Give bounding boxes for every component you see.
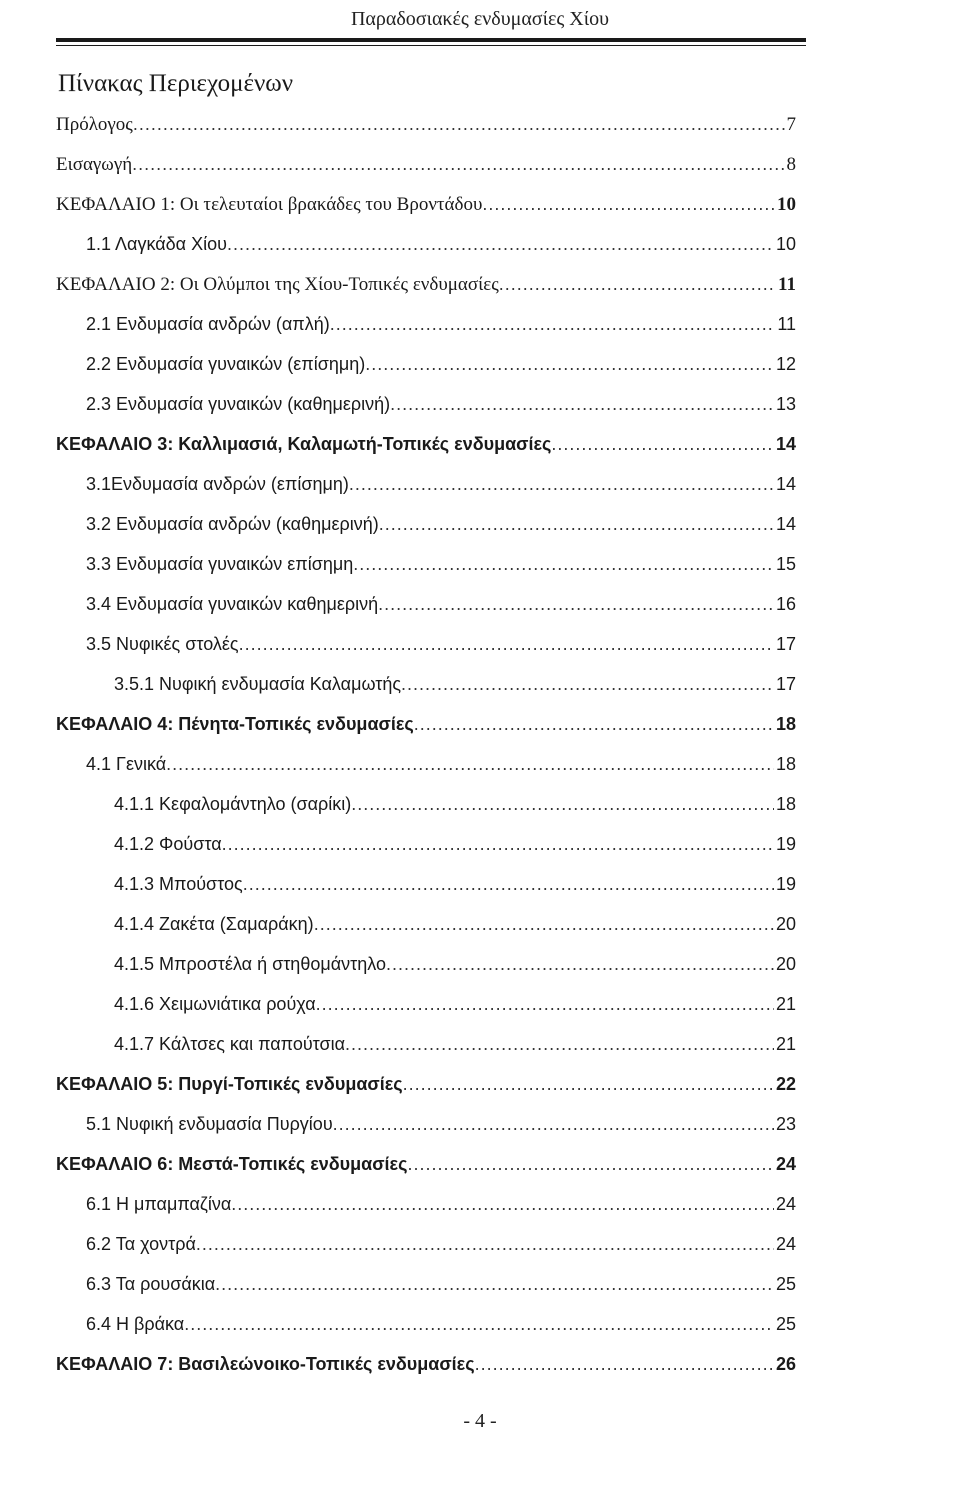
toc-entry-label: ΚΕΦΑΛΑΙΟ 7: Βασιλεώνοικο-Τοπικές ενδυμασίες [56,1354,475,1374]
toc-entry-label: ΚΕΦΑΛΑΙΟ 6: Μεστά-Τοπικές ενδυμασίες [56,1154,408,1174]
dot-leader [314,914,774,935]
toc-entry-label: 3.1Ενδυμασία ανδρών (επίσημη) [86,474,349,494]
toc-entry-label: 4.1.1 Κεφαλομάντηλο (σαρίκι) [114,794,352,814]
toc-entry-page: 10 [775,234,796,254]
toc-entry-label: ΚΕΦΑΛΑΙΟ 2: Οι Ολύμποι της Χίου-Τοπικές ενδυμασίες [56,274,499,295]
toc-entry-chapter[interactable] [56,714,796,754]
toc-entry-page: 19 [775,874,796,894]
toc-entry[interactable] [86,1314,796,1354]
toc-entry[interactable] [86,314,796,354]
page-header-title: Παραδοσιακές ενδυμασίες Χίου [350,8,610,30]
toc-entry-page: 12 [775,354,796,374]
toc-entry-page: 25 [775,1274,796,1294]
toc-entry-chapter[interactable] [56,1354,796,1394]
toc-entry-page: 24 [775,1234,796,1254]
dot-leader [414,714,774,735]
toc-entry-page: 18 [775,794,796,814]
toc-entry-label: 4.1.4 Ζακέτα (Σαμαράκη) [114,914,314,934]
toc-entry[interactable] [114,994,796,1034]
toc-entry[interactable] [86,754,796,794]
toc-entry[interactable] [86,474,796,514]
toc-entry-page: 15 [775,554,796,574]
dot-leader [386,954,774,975]
toc-entry-chapter[interactable] [56,434,796,474]
dot-leader [166,754,774,775]
dot-leader [403,1074,774,1095]
toc-entry[interactable] [114,954,796,994]
dot-leader [551,434,774,455]
toc-entry-page: 14 [775,434,796,454]
toc-entry-page: 14 [775,474,796,494]
toc-entry-page: 16 [775,594,796,614]
toc-entry-label: 2.3 Ενδυμασία γυναικών (καθημερινή) [86,394,391,414]
toc-entry-page: 26 [775,1354,796,1374]
dot-leader [482,194,775,215]
toc-entry-label: ΚΕΦΑΛΑΙΟ 4: Πένητα-Τοπικές ενδυμασίες [56,714,414,734]
dot-leader [239,634,774,655]
toc-entry-label: 4.1.5 Μπροστέλα ή στηθομάντηλο [114,954,386,974]
toc-entry-label: 4.1.2 Φούστα [114,834,222,854]
toc-entry[interactable] [86,1114,796,1154]
toc-entry-chapter[interactable] [56,274,796,314]
toc-entry-label: 6.3 Τα ρουσάκια [86,1274,216,1294]
toc-entry-page: 18 [775,754,796,774]
toc-entry-page: 17 [775,674,796,694]
toc-entry-page: 19 [775,834,796,854]
toc-entry-label: 4.1.3 Μπούστος [114,874,243,894]
toc-entry-label: Πρόλογος [56,114,133,135]
toc-entry-page: 21 [775,1034,796,1054]
toc-entry[interactable] [114,834,796,874]
dot-leader [401,674,774,695]
dot-leader [379,514,774,535]
toc-entry[interactable] [56,154,796,194]
toc-entry-label: 2.1 Ενδυμασία ανδρών (απλή) [86,314,330,334]
page-number: - 4 - [463,1410,497,1432]
toc-entry-label: 6.2 Τα χοντρά [86,1234,196,1254]
toc-entry-page: 20 [775,954,796,974]
toc-entry[interactable] [114,1034,796,1074]
toc-entry[interactable] [114,674,796,714]
dot-leader [243,874,774,895]
toc-entry[interactable] [114,914,796,954]
toc-entry-label: 2.2 Ενδυμασία γυναικών (επίσημη) [86,354,366,374]
toc-entry-page: 10 [777,194,796,215]
header-rule-thin [56,45,806,46]
dot-leader [351,794,774,815]
toc-entry-page: 25 [775,1314,796,1334]
toc-entry[interactable] [86,594,796,634]
dot-leader [316,994,774,1015]
toc-entry[interactable] [86,1234,796,1274]
dot-leader [353,554,774,575]
toc-entry-label: 4.1 Γενικά [86,754,167,774]
toc-entry[interactable] [86,1274,796,1314]
toc-entry-label: 6.1 Η μπαμπαζίνα [86,1194,232,1214]
toc-entry[interactable] [86,354,796,394]
toc-entry[interactable] [86,394,796,434]
toc-entry-label: ΚΕΦΑΛΑΙΟ 1: Οι τελευταίοι βρακάδες του Βροντάδου [56,194,483,215]
header-rule-thick [56,38,806,42]
dot-leader [407,1154,774,1175]
toc-entry-chapter[interactable] [56,194,796,234]
toc-entry-page: 23 [775,1114,796,1134]
toc-entry[interactable] [86,234,796,274]
toc-entry-page: 21 [775,994,796,1014]
toc-entry-label: 6.4 Η βράκα [86,1314,185,1334]
toc-entry-page: 7 [786,114,796,135]
toc-entry-label: 4.1.7 Κάλτσες και παπούτσια [114,1034,346,1054]
toc-entry-label: 1.1 Λαγκάδα Χίου [86,234,227,254]
toc-entry-label: 3.3 Ενδυμασία γυναικών επίσημη [86,554,354,574]
dot-leader [215,1274,774,1295]
toc-entry[interactable] [86,1194,796,1234]
toc-entry-label: 3.5.1 Νυφική ενδυμασία Καλαμωτής [114,674,402,694]
dot-leader [365,354,774,375]
toc-entry-label: 5.1 Νυφική ενδυμασία Πυργίου [86,1114,333,1134]
toc-entry-page: 17 [775,634,796,654]
toc-entry-page: 8 [786,154,796,175]
toc-entry-label: 4.1.6 Χειμωνιάτικα ρούχα [114,994,316,1014]
toc-entry-page: 22 [775,1074,796,1094]
dot-leader [475,1354,774,1375]
toc-entry-page: 14 [775,514,796,534]
toc-entry-page: 20 [775,914,796,934]
toc-entry-label: 3.2 Ενδυμασία ανδρών (καθημερινή) [86,514,379,534]
dot-leader [499,274,776,295]
toc-entry-page: 11 [778,274,796,295]
dot-leader [231,1194,774,1215]
dot-leader [196,1234,774,1255]
toc-entry[interactable] [114,874,796,914]
toc-entry-label: 3.4 Ενδυμασία γυναικών καθημερινή [86,594,379,614]
toc-title: Πίνακας Περιεχομένων [58,70,294,97]
toc-entry-page: 13 [775,394,796,414]
toc-entry-page: 24 [775,1194,796,1214]
dot-leader [227,234,774,255]
toc-entry-page: 18 [775,714,796,734]
toc-entry[interactable] [86,554,796,594]
dot-leader [133,114,785,135]
toc-entry-label: Εισαγωγή [56,154,133,175]
toc-entry-page: 11 [777,314,796,334]
toc-entry-label: ΚΕΦΑΛΑΙΟ 3: Καλλιμασιά, Καλαμωτή-Τοπικές ενδυμασίες [56,434,552,454]
dot-leader [184,1314,774,1335]
toc-entry-chapter[interactable] [56,1154,796,1194]
toc-entry-page: 24 [775,1154,796,1174]
dot-leader [222,834,774,855]
toc-entry-chapter[interactable] [56,1074,796,1114]
dot-leader [333,1114,774,1135]
toc-entry-label: ΚΕΦΑΛΑΙΟ 5: Πυργί-Τοπικές ενδυμασίες [56,1074,403,1094]
dot-leader [349,474,774,495]
dot-leader [390,394,774,415]
toc-entry[interactable] [114,794,796,834]
dot-leader [132,154,784,175]
toc-entry-label: 3.5 Νυφικές στολές [86,634,239,654]
toc-entry[interactable] [86,634,796,674]
dot-leader [378,594,774,615]
toc-entry[interactable] [56,114,796,154]
dot-leader [345,1034,774,1055]
toc-entry[interactable] [86,514,796,554]
dot-leader [330,314,776,335]
